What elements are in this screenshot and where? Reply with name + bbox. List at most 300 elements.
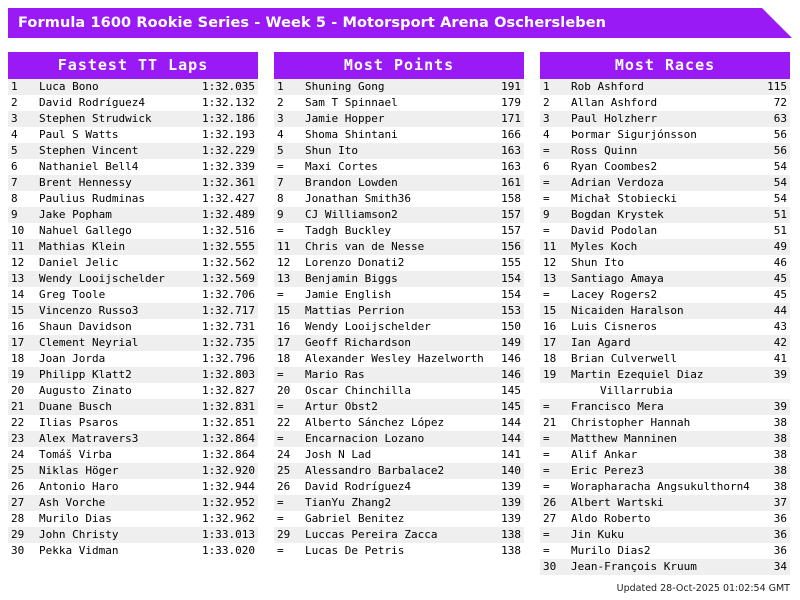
column-most-points [274, 52, 524, 575]
row-value: 1:32.952 [194, 495, 258, 511]
row-value: 1:32.361 [194, 175, 258, 191]
row-position: 3 [540, 111, 568, 127]
table-row [274, 415, 524, 431]
row-value: 1:32.962 [194, 511, 258, 527]
row-value: 44 [750, 303, 790, 319]
row-value: 1:32.035 [194, 79, 258, 95]
row-position: = [540, 399, 568, 415]
table-row [274, 79, 524, 95]
table-row [274, 287, 524, 303]
row-driver-name: Alessandro Barbalace2 [302, 463, 484, 479]
row-value: 157 [484, 207, 524, 223]
row-position: 16 [540, 319, 568, 335]
row-position: 13 [540, 271, 568, 287]
row-position: 1 [8, 79, 36, 95]
row-driver-name: Josh N Lad [302, 447, 484, 463]
row-position: 13 [8, 271, 36, 287]
row-value: 139 [484, 479, 524, 495]
row-driver-name: Francisco Mera [568, 399, 750, 415]
row-value: 163 [484, 159, 524, 175]
table-row [274, 159, 524, 175]
table-fastest-tt-laps [8, 79, 258, 559]
row-driver-name: Jamie Hopper [302, 111, 484, 127]
row-driver-name: Martin Ezequiel Diaz [568, 367, 750, 383]
row-driver-name: Joan Jorda [36, 351, 194, 367]
table-row [540, 143, 790, 159]
table-row [540, 415, 790, 431]
row-value: 36 [750, 511, 790, 527]
row-driver-name: Maxi Cortes [302, 159, 484, 175]
row-position: 15 [274, 303, 302, 319]
row-driver-name: Pekka Vidman [36, 543, 194, 559]
table-row [540, 239, 790, 255]
table-row [8, 175, 258, 191]
row-driver-name: Wendy Looijschelder [302, 319, 484, 335]
row-value: 1:32.731 [194, 319, 258, 335]
row-position: 7 [274, 175, 302, 191]
row-driver-name: Mattias Perrion [302, 303, 484, 319]
row-position: 15 [8, 303, 36, 319]
row-value: 144 [484, 431, 524, 447]
row-driver-name: Niklas Höger [36, 463, 194, 479]
row-driver-name: Duane Busch [36, 399, 194, 415]
row-driver-name: Murilo Dias2 [568, 543, 750, 559]
row-driver-name: Mathias Klein [36, 239, 194, 255]
row-driver-name: Alif Ankar [568, 447, 750, 463]
row-value: 1:32.132 [194, 95, 258, 111]
row-position: 2 [8, 95, 36, 111]
row-position: 27 [8, 495, 36, 511]
table-row [8, 111, 258, 127]
row-driver-name: Christopher Hannah [568, 415, 750, 431]
row-value: 54 [750, 175, 790, 191]
table-row [274, 367, 524, 383]
row-value: 166 [484, 127, 524, 143]
row-value: 41 [750, 351, 790, 367]
row-position: 23 [8, 431, 36, 447]
row-position: 30 [8, 543, 36, 559]
table-row [274, 143, 524, 159]
table-row [8, 495, 258, 511]
row-position: = [274, 399, 302, 415]
table-row [8, 511, 258, 527]
row-value: 43 [750, 319, 790, 335]
table-row [274, 175, 524, 191]
row-value: 1:32.427 [194, 191, 258, 207]
table-row [8, 463, 258, 479]
page-title: Formula 1600 Rookie Series - Week 5 - Motorsport Arena Oschersleben [18, 15, 607, 31]
row-position: 4 [274, 127, 302, 143]
row-position: 24 [274, 447, 302, 463]
row-position: = [540, 527, 568, 543]
row-driver-name: Artur Obst2 [302, 399, 484, 415]
updated-timestamp: Updated 28-Oct-2025 01:02:54 GMT [616, 583, 790, 594]
row-driver-name: Shun Ito [302, 143, 484, 159]
row-position: 12 [274, 255, 302, 271]
table-row [274, 527, 524, 543]
row-driver-name: Daniel Jelic [36, 255, 194, 271]
table-row [8, 191, 258, 207]
table-row [274, 207, 524, 223]
row-driver-name: John Christy [36, 527, 194, 543]
table-row [8, 431, 258, 447]
row-value: 45 [750, 271, 790, 287]
table-row [540, 367, 790, 383]
row-position: 8 [8, 191, 36, 207]
row-position: 18 [540, 351, 568, 367]
row-position: 16 [274, 319, 302, 335]
row-driver-name: Philipp Klatt2 [36, 367, 194, 383]
table-row [540, 79, 790, 95]
row-position: 22 [8, 415, 36, 431]
row-position: 11 [274, 239, 302, 255]
row-driver-name: Greg Toole [36, 287, 194, 303]
row-position: = [274, 223, 302, 239]
row-position: = [540, 447, 568, 463]
row-driver-name: Wendy Looijschelder [36, 271, 194, 287]
row-driver-name: Bogdan Krystek [568, 207, 750, 223]
table-row [540, 511, 790, 527]
row-value: 72 [750, 95, 790, 111]
row-driver-name: Shun Ito [568, 255, 750, 271]
table-row [274, 191, 524, 207]
row-position: = [274, 287, 302, 303]
table-row [8, 447, 258, 463]
row-value: 1:32.851 [194, 415, 258, 431]
table-most-races [540, 79, 790, 575]
row-position: = [540, 463, 568, 479]
row-driver-name: Nicaiden Haralson [568, 303, 750, 319]
row-driver-name: Santiago Amaya [568, 271, 750, 287]
row-driver-name: David Podolan [568, 223, 750, 239]
table-row [274, 239, 524, 255]
table-row [274, 399, 524, 415]
row-driver-name: Tadgh Buckley [302, 223, 484, 239]
row-position: 9 [8, 207, 36, 223]
table-row [274, 511, 524, 527]
table-row [8, 399, 258, 415]
table-row [274, 447, 524, 463]
row-position: 1 [540, 79, 568, 95]
row-value: 145 [484, 399, 524, 415]
row-value: 163 [484, 143, 524, 159]
table-row [540, 351, 790, 367]
row-driver-name: Lucas De Petris [302, 543, 484, 559]
row-driver-name: Vincenzo Russo3 [36, 303, 194, 319]
row-position: = [540, 175, 568, 191]
row-driver-name: Jonathan Smith36 [302, 191, 484, 207]
table-row [274, 495, 524, 511]
row-value: 1:32.803 [194, 367, 258, 383]
table-row [8, 271, 258, 287]
row-driver-name: Jamie English [302, 287, 484, 303]
row-value: 149 [484, 335, 524, 351]
table-row [540, 399, 790, 415]
row-driver-name: Worapharacha Angsukulthorn4 [568, 479, 750, 495]
row-position: 17 [8, 335, 36, 351]
row-value: 51 [750, 207, 790, 223]
row-position: 29 [274, 527, 302, 543]
row-position: 9 [274, 207, 302, 223]
table-row [8, 415, 258, 431]
row-position: = [274, 367, 302, 383]
table-row [540, 95, 790, 111]
row-value: 39 [750, 367, 790, 383]
row-position: 27 [540, 511, 568, 527]
row-value: 1:32.864 [194, 447, 258, 463]
row-driver-name: Paul S Watts [36, 127, 194, 143]
table-row [540, 175, 790, 191]
row-driver-name: Oscar Chinchilla [302, 383, 484, 399]
row-position: 6 [8, 159, 36, 175]
table-row [540, 223, 790, 239]
row-driver-name: Luis Cisneros [568, 319, 750, 335]
row-position: = [540, 223, 568, 239]
row-driver-name: Aldo Roberto [568, 511, 750, 527]
column-title-most-points: Most Points [274, 52, 524, 79]
row-value: 1:32.229 [194, 143, 258, 159]
table-row [540, 111, 790, 127]
row-value: 39 [750, 399, 790, 415]
row-value: 145 [484, 383, 524, 399]
table-row [540, 479, 790, 495]
row-driver-name: Michał Stobiecki [568, 191, 750, 207]
table-row [8, 335, 258, 351]
row-position: 3 [8, 111, 36, 127]
row-value: 1:32.920 [194, 463, 258, 479]
row-position: = [274, 495, 302, 511]
table-row [8, 287, 258, 303]
row-position: = [540, 191, 568, 207]
row-position: = [540, 543, 568, 559]
row-driver-name: Þormar Sigurjónsson [568, 127, 750, 143]
row-value: 150 [484, 319, 524, 335]
row-position: 18 [274, 351, 302, 367]
row-position: 30 [540, 559, 568, 575]
row-driver-name: Alexander Wesley Hazelworth [302, 351, 484, 367]
row-value: 1:32.944 [194, 479, 258, 495]
row-driver-name: Villarrubia [568, 383, 750, 399]
standings-columns [8, 52, 792, 575]
row-position: = [540, 287, 568, 303]
row-value: 179 [484, 95, 524, 111]
row-driver-name: Ross Quinn [568, 143, 750, 159]
row-value: 158 [484, 191, 524, 207]
row-position: = [540, 143, 568, 159]
table-row [540, 319, 790, 335]
row-value: 56 [750, 143, 790, 159]
table-row [274, 127, 524, 143]
row-value: 38 [750, 415, 790, 431]
row-driver-name: Alex Matravers3 [36, 431, 194, 447]
row-value: 36 [750, 527, 790, 543]
row-driver-name: Shoma Shintani [302, 127, 484, 143]
row-position: 1 [274, 79, 302, 95]
row-driver-name: Myles Koch [568, 239, 750, 255]
row-position: 17 [274, 335, 302, 351]
row-value: 38 [750, 431, 790, 447]
table-most-points [274, 79, 524, 559]
row-position: 19 [540, 367, 568, 383]
row-driver-name: Brandon Lowden [302, 175, 484, 191]
row-value: 1:33.020 [194, 543, 258, 559]
row-driver-name: Nathaniel Bell4 [36, 159, 194, 175]
row-driver-name: David Rodríguez4 [36, 95, 194, 111]
row-position: = [540, 479, 568, 495]
row-position: 5 [274, 143, 302, 159]
row-driver-name: Tomáš Virba [36, 447, 194, 463]
table-row [8, 159, 258, 175]
row-driver-name: Stephen Vincent [36, 143, 194, 159]
row-value: 139 [484, 511, 524, 527]
row-position: 3 [274, 111, 302, 127]
row-value: 1:32.562 [194, 255, 258, 271]
row-driver-name: Geoff Richardson [302, 335, 484, 351]
row-driver-name: Matthew Manninen [568, 431, 750, 447]
row-driver-name: Paulius Rudminas [36, 191, 194, 207]
table-row [274, 255, 524, 271]
table-row [274, 335, 524, 351]
row-position: 10 [8, 223, 36, 239]
column-most-races [540, 52, 790, 575]
row-position: 2 [274, 95, 302, 111]
row-driver-name: Ryan Coombes2 [568, 159, 750, 175]
row-position: 12 [540, 255, 568, 271]
table-body-fastest-tt-laps [8, 79, 258, 559]
row-value: 138 [484, 543, 524, 559]
row-driver-name: Lorenzo Donati2 [302, 255, 484, 271]
row-position: 8 [274, 191, 302, 207]
table-row [8, 367, 258, 383]
table-row [274, 111, 524, 127]
row-driver-name: Alberto Sánchez López [302, 415, 484, 431]
row-position: 25 [8, 463, 36, 479]
row-value: 1:32.706 [194, 287, 258, 303]
row-value: 49 [750, 239, 790, 255]
row-position: = [274, 543, 302, 559]
table-row [540, 303, 790, 319]
row-value: 1:32.555 [194, 239, 258, 255]
row-position: 18 [8, 351, 36, 367]
row-position: 25 [274, 463, 302, 479]
row-value: 153 [484, 303, 524, 319]
row-driver-name: Antonio Haro [36, 479, 194, 495]
table-row [540, 543, 790, 559]
row-value: 154 [484, 287, 524, 303]
table-row [540, 255, 790, 271]
row-driver-name: Encarnacion Lozano [302, 431, 484, 447]
row-value: 42 [750, 335, 790, 351]
row-value: 1:32.339 [194, 159, 258, 175]
row-value: 138 [484, 527, 524, 543]
table-row [540, 271, 790, 287]
row-driver-name: Adrian Verdoza [568, 175, 750, 191]
row-value: 51 [750, 223, 790, 239]
row-value: 156 [484, 239, 524, 255]
row-driver-name: Lacey Rogers2 [568, 287, 750, 303]
table-row [8, 319, 258, 335]
row-position: = [274, 159, 302, 175]
row-driver-name: Chris van de Nesse [302, 239, 484, 255]
table-row [8, 207, 258, 223]
row-value: 139 [484, 495, 524, 511]
row-position: 15 [540, 303, 568, 319]
row-driver-name: Jake Popham [36, 207, 194, 223]
row-position: 26 [8, 479, 36, 495]
row-driver-name: Mario Ras [302, 367, 484, 383]
row-driver-name: Sam T Spinnael [302, 95, 484, 111]
row-value: 1:32.864 [194, 431, 258, 447]
row-position: 20 [274, 383, 302, 399]
row-driver-name: Rob Ashford [568, 79, 750, 95]
row-driver-name: Gabriel Benitez [302, 511, 484, 527]
row-position: 21 [540, 415, 568, 431]
row-value: 38 [750, 479, 790, 495]
row-value: 34 [750, 559, 790, 575]
row-position: = [274, 511, 302, 527]
row-position: 29 [8, 527, 36, 543]
table-row [274, 463, 524, 479]
row-value: 1:32.489 [194, 207, 258, 223]
row-value: 38 [750, 447, 790, 463]
row-value: 161 [484, 175, 524, 191]
row-value: 1:32.796 [194, 351, 258, 367]
row-value: 154 [484, 271, 524, 287]
row-value: 157 [484, 223, 524, 239]
table-row [274, 479, 524, 495]
row-position: 28 [8, 511, 36, 527]
row-position: 5 [8, 143, 36, 159]
row-driver-name: Ilias Psaros [36, 415, 194, 431]
row-driver-name: TianYu Zhang2 [302, 495, 484, 511]
row-position: 4 [540, 127, 568, 143]
row-driver-name: Luccas Pereira Zacca [302, 527, 484, 543]
table-row [274, 319, 524, 335]
row-driver-name: Murilo Dias [36, 511, 194, 527]
row-position: 14 [8, 287, 36, 303]
row-value: 171 [484, 111, 524, 127]
table-row [540, 159, 790, 175]
row-value: 37 [750, 495, 790, 511]
row-position: 9 [540, 207, 568, 223]
row-driver-name: Clement Neyrial [36, 335, 194, 351]
row-position: 20 [8, 383, 36, 399]
row-value: 54 [750, 159, 790, 175]
row-position: 7 [8, 175, 36, 191]
table-body-most-points [274, 79, 524, 559]
row-driver-name: Shaun Davidson [36, 319, 194, 335]
row-driver-name: CJ Williamson2 [302, 207, 484, 223]
row-value: 56 [750, 127, 790, 143]
row-position: = [540, 431, 568, 447]
row-position: 11 [540, 239, 568, 255]
row-position: 21 [8, 399, 36, 415]
row-driver-name: Nahuel Gallego [36, 223, 194, 239]
row-value: 38 [750, 463, 790, 479]
table-row [540, 207, 790, 223]
table-row [8, 255, 258, 271]
table-row [274, 223, 524, 239]
row-position: 12 [8, 255, 36, 271]
row-driver-name: Ash Vorche [36, 495, 194, 511]
row-value: 1:32.516 [194, 223, 258, 239]
row-position: 24 [8, 447, 36, 463]
column-title-fastest-tt-laps: Fastest TT Laps [8, 52, 258, 79]
table-row [8, 479, 258, 495]
row-value: 1:32.193 [194, 127, 258, 143]
table-row [8, 543, 258, 559]
row-position: 6 [540, 159, 568, 175]
